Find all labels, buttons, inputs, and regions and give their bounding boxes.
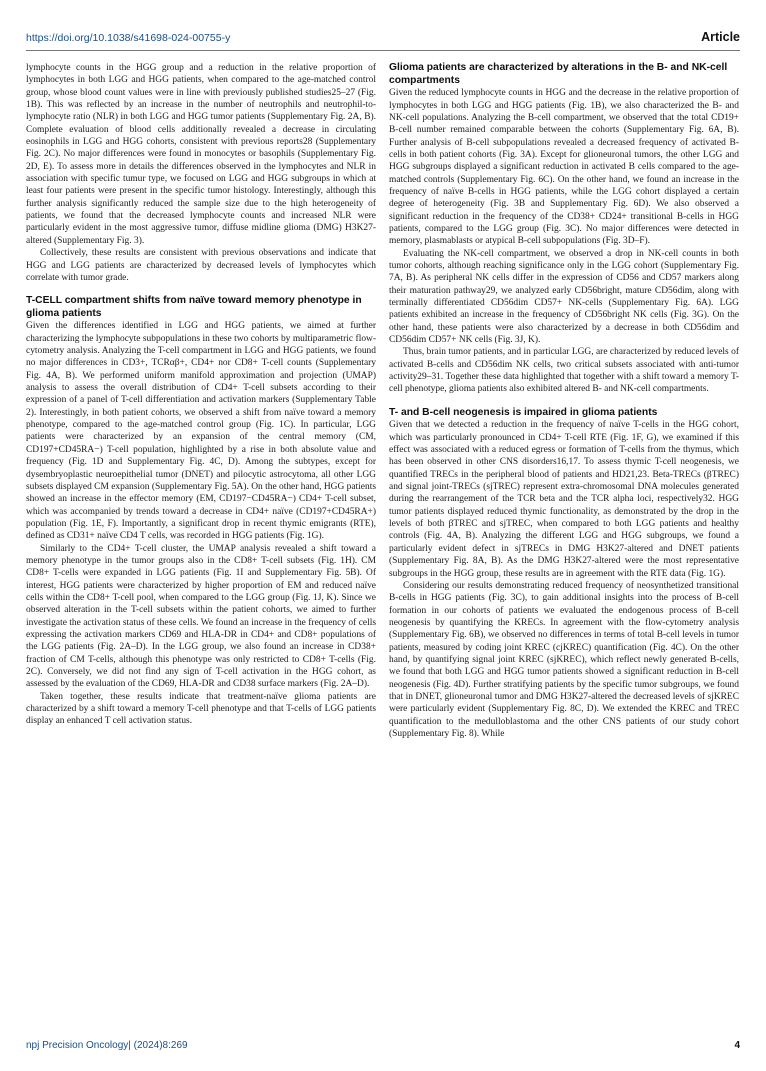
page-header <box>26 30 740 48</box>
right-column <box>389 62 739 740</box>
page-footer <box>26 1040 740 1054</box>
header-divider <box>26 50 740 51</box>
section-heading-bnk: Glioma patients are characterized by alterations in the B- and NK-cell compartments <box>389 62 728 86</box>
right-paragraph-3: Thus, brain tumor patients, and in particular LGG, are characterized by reduced levels of activated B-cells and CD56dim NK cells, two critical subsets associated with anti-tumor activity29–31. Together these data highlighted that together with a shift toward a memory T-cell phenotype, glioma patients also exhibited altered B- and NK-cell compartments. <box>389 347 739 395</box>
left-paragraph-4: Similarly to the CD4+ T-cell cluster, the UMAP analysis revealed a shift toward a memory phenotype in the tumor groups also in the CD8+ T-cell subsets (Fig. 1H). CM CD8+ T-cells were expanded in LGG patients (Fig. 1I and Supplementary Fig. 5B). Of interest, HGG patients were characterized by higher proportion of EM and reduced naïve cells within the CD8+ T-cell pool, when compared to the LGG group (Fig. 1J, K). Since we observed alteration in the T-cell subsets within the patient cohorts, we aimed to further investigate the activation status of these cells. We found an increase in the frequency of cells expressing the activation markers CD69 and HLA-DR in CD4+ and CD8+ populations of the LGG patients (Fig. 2A–D). In the LGG group, we also found an increase in CD38+ fraction of CM T-cells, although this phenotype was only restricted to CD8+ T-cells (Fig. 2C). Conversely, we did not find any sign of T-cell activation in the HGG cohort, as assessed by the evaluation of the CD69, HLA-DR and CD38 surface markers (Fig. 2A–D). <box>26 543 376 690</box>
article-type-label: Article <box>701 30 740 44</box>
right-paragraph-2: Evaluating the NK-cell compartment, we observed a drop in NK-cell counts in both tumor cohorts, although reaching significance only in the LGG cohort (Supplementary Fig. 7A, B). As peripheral NK cells differ in the expression of CD56 and CD57 markers along their maturation pathway29, we analyzed early CD56bright, mature CD56dim, along with terminally differentiated CD56dim CD57+ NK-cells (Supplementary Fig. 6A). LGG patients exhibited an increase in the frequency of CD56bright NK cells (Fig. 3G). On the other hand, these patients were also characterized by a decrease in both CD56dim and CD56dim CD57+ NK cells (Fig. 3J, K). <box>389 248 739 346</box>
page-number: 4 <box>734 1040 740 1051</box>
left-paragraph-2: Collectively, these results are consistent with previous observations and indicate that HGG and LGG patients are characterized by decreased levels of lymphocytes which correlate with tumor grade. <box>26 248 376 283</box>
left-paragraph-3: Given the differences identified in LGG and HGG patients, we aimed at further characterizing the lymphocyte subpopulations in these two cohorts by multiparametric flow-cytometry analysis. Analyzing the T-cell compartment in LGG and HGG patients, we found no major differences in CD3+, TCRαβ+, CD4+ nor CD8+ T-cell counts (Supplementary Fig. 4A, B). We performed uniform manifold approximation and projection (UMAP) analysis to assess the overall distribution of CD4+ T-cell subsets according to their expression of a panel of T-cell differentiation and activation markers (Supplementary Table 2). Interestingly, in both patient cohorts, we observed a shift from naïve toward a memory phenotype, compared to the age-matched control group (Fig. 1C). In particular, LGG patients were characterized by an expansion of the central memory (CM, CD197+CD45RA−) T-cell population, highlighted by a rise in both absolute value and frequency (Fig. 1D and Supplementary Fig. 4C, D). Among the subtypes, except for dysembryoplastic neuroepithelial tumor (DNET) and pilocytic astrocytoma, all other LGG subsets displayed CM expansion (Supplementary Fig. 5A). On the other hand, HGG patients showed an increase in the effector memory (EM, CD197−CD45RA−) CD4+ T-cell subset, which was accompanied by trends toward a decrease in CD4+ naïve (CD197+CD45RA+) population (Fig. 1E, F). Importantly, a significant drop in recent thymic emigrants (RTE), defined as CD31+ naïve CD4 T cells, was recorded in HGG patients (Fig. 1G). <box>26 321 376 542</box>
journal-citation: npj Precision Oncology| (2024)8:269 <box>26 1040 188 1051</box>
left-paragraph-5: Taken together, these results indicate that treatment-naïve glioma patients are characterized by a shift toward a memory T-cell phenotype and that T-cells of LGG patients display an enhanced T cell activation status. <box>26 691 376 727</box>
doi-link[interactable]: https://doi.org/10.1038/s41698-024-00755-y <box>26 32 231 44</box>
right-paragraph-5: Considering our results demonstrating reduced frequency of neosynthetized transitional B-cells in HGG patients (Fig. 3C), to gain additional insights into the process of B-cell formation in our cohorts of patients we evaluated the endogenous process of B-cell neogenesis by quantifying the KRECs. In agreement with the flow-cytometry analysis (Supplementary Fig. 6B), we observed no differences in terms of total B-cell levels in tumor patients, measured by coding joint KREC (cjKREC) quantification (Fig. 4C). On the other hand, by quantifying signal joint KREC (sjKREC), which reflect newly generated B-cells, we found that both LGG and HGG tumor patients showed a significant reduction in B-cell neogenesis (Fig. 4D). Further stratifying patients by the specific tumor subgroups, we found that in DNET, glioneuronal tumor and DMG H3K27-altered the decreased levels of sjKREC were particularly evident (Supplementary Fig. 8C, D). We extended the KREC and TREC quantification to the medulloblastoma and the other CNS patients of our study cohort (Supplementary Fig. 8). While <box>389 580 739 739</box>
section-heading-tcell: T-CELL compartment shifts from naïve toward memory phenotype in glioma patients <box>26 295 362 319</box>
left-paragraph-1: lymphocyte counts in the HGG group and a reduction in the relative proportion of lymphocytes in both LGG and HGG patients, when compared to the age-matched control group, whose blood count values were in line with previously published studies25–27 (Fig. 1B). This was reflected by an increase in the number of neutrophils and neutrophil-to-lymphocyte ratio (NLR) in both LGG and HGG tumor patients (Supplementary Fig. 2A, B). Complete evaluation of blood cells additionally revealed a decrease in circulating eosinophils in LGG and HGG cohorts, consistent with previous reports28 (Supplementary Fig. 2C). No major differences were found in monocytes or basophils (Supplementary Fig. 2D, E). To assess more in details the differences observed in the lymphocytes and NLR in association with specific tumur type, we focused on LGG and HGG subgroups in which at least four patients were present in the specific tumor histology. Interestingly, although this further analysis significantly reduced the sample size due to the high heterogeneity of patients, we found that the decreased lymphocyte counts and increased NLR were particularly evident in the most aggressive tumor, diffuse midline glioma (DMG) H3K27-altered (Supplementary Fig. 3). <box>26 63 376 246</box>
section-heading-neogenesis: T- and B-cell neogenesis is impaired in glioma patients <box>389 406 658 418</box>
right-paragraph-1: Given the reduced lymphocyte counts in HGG and the decrease in the relative proportion of lymphocytes in both LGG and HGG patients (Fig. 1B), we also characterized the B- and NK-cell populations. Analyzing the B-cell compartment, we observed that the total CD19+ B-cell number remained comparable between the cohorts (Supplementary Fig. 6A, B). Further analysis of B-cell subpopulations revealed a decreased frequency of activated B-cells in both patient cohorts (Fig. 3A). Except for glioneuronal tumors, the other LGG and HGG subgroups displayed a significant reduction in activated B cells compared to the age-matched controls (Supplementary Fig. 6C). On the other hand, we found an increase in the frequency of naïve B-cells in HGG patients, while the LGG cohort displayed a certain degree of heterogeneity (Fig. 3B and Supplementary Fig. 6D). We also observed a significant reduction in the frequency of the CD38+ CD24+ transitional B-cells in HGG patients, compared to the LGG group (Fig. 3C). No major differences were detected in memory, plasmablasts or atypical B-cell subpopulations (Fig. 3D–F). <box>389 88 739 247</box>
right-paragraph-4: Given that we detected a reduction in the frequency of naïve T-cells in the HGG cohort, which was particularly pronounced in CD4+ T-cell RTE (Fig. 1F, G), we examined if this effect was associated with a reduced egress or formation of T-cells from the thymus, which has been observed in other CNS disorders16,17. To assess thymic T-cell neogenesis, we quantified TRECs in the peripheral blood of patients and HD21,23. Beta-TRECs (βTREC) and signal joint-TRECs (sjTREC) represent extra-chromosomal DNA molecules generated during the rearrangement of the TCR beta and the TCR alpha loci, respectively32. HGG tumor patients displayed reduced thymic functionality, as demonstrated by the drop in the levels of both βTREC and sjTREC, when compared to both LGG patients and healthy controls (Fig. 4A, B). Analyzing the different LGG and HGG subgroups, we found a particularly evident defect in sjTRECs in DMG H3K27-altered and DNET patients (Supplementary Fig. 8A, B). As the DMG H3K27-altered were the most representative subgroups in the HGG group, these results are in agreement with the RTE data (Fig. 1G). <box>389 420 739 579</box>
left-column <box>26 62 376 728</box>
